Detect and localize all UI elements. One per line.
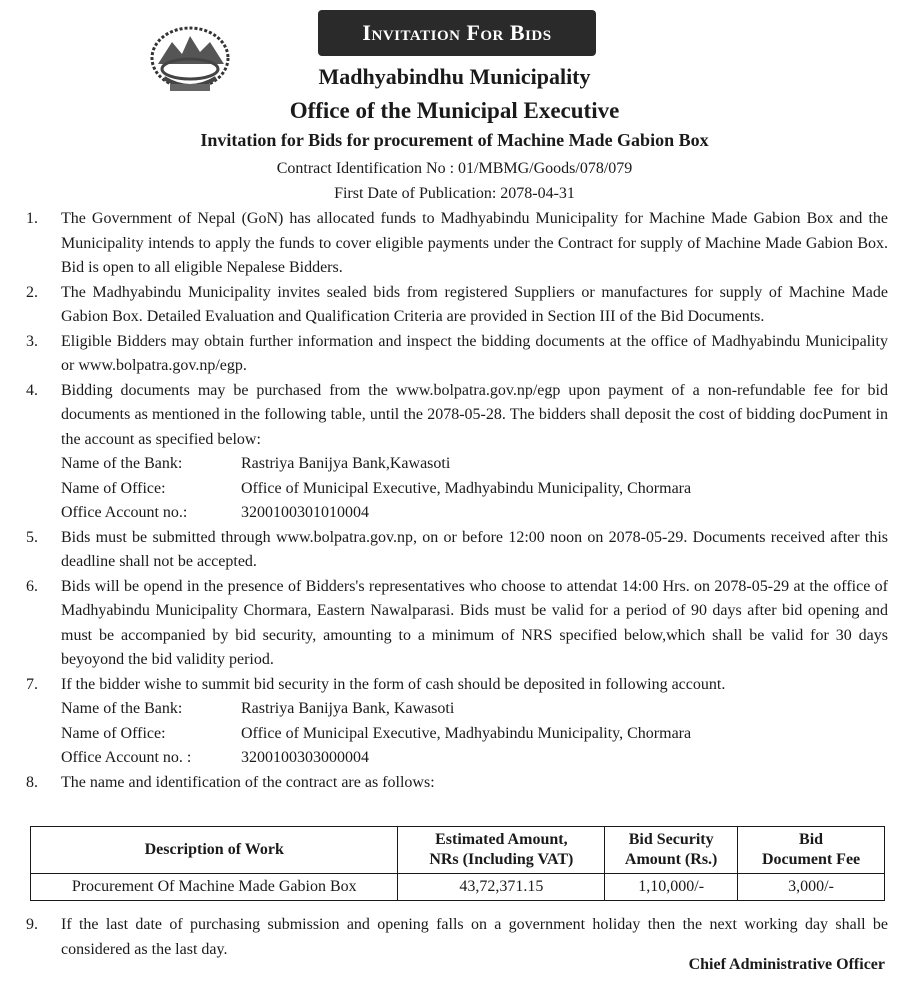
clause-9 <box>26 913 888 962</box>
account-row <box>61 746 888 771</box>
office-row <box>61 477 888 502</box>
clause-1 <box>26 207 888 281</box>
clause-number: 5. <box>26 528 38 546</box>
header-bid-security: Bid Security Amount (Rs.) <box>605 827 738 874</box>
clause-number: 6. <box>26 577 38 595</box>
clause-text: The name and identification of the contract are as follows: <box>61 773 435 791</box>
clause-list-continued <box>26 913 888 962</box>
clause-text: Eligible Bidders may obtain further information and inspect the bidding documents at the office of Madhyabindu Municipality or www.bolpatra.gov.np/egp. <box>61 332 888 374</box>
account-label: Office Account no. : <box>61 749 192 766</box>
clause-4 <box>26 379 888 526</box>
header-document-fee: Bid Document Fee <box>738 827 885 874</box>
clause-5 <box>26 526 888 575</box>
account-label: Office Account no.: <box>61 504 188 521</box>
header-description: Description of Work <box>31 827 398 874</box>
clause-number: 9. <box>26 916 38 933</box>
bank-label: Name of the Bank: <box>61 455 183 472</box>
office-label: Name of Office: <box>61 724 166 742</box>
cell-bid-security: 1,10,000/- <box>605 874 738 901</box>
clause-text: If the last date of purchasing submission and opening falls on a government holiday then the next working day shall be considered as the last day. <box>61 916 888 958</box>
clause-number: 1. <box>26 210 38 227</box>
office-row <box>61 722 888 747</box>
clause-text: If the bidder wishe to summit bid security in the form of cash should be deposited in following account. <box>61 675 726 693</box>
office-value: Office of Municipal Executive, Madhyabindu Municipality, Chormara <box>241 724 692 742</box>
header-estimated-amount: Estimated Amount, NRs (Including VAT) <box>398 827 605 874</box>
clause-number: 2. <box>26 283 38 301</box>
office-title: Office of the Municipal Executive <box>289 98 620 123</box>
clause-text: Bidding documents may be purchased from the www.bolpatra.gov.np/egp upon payment of a non-refundable fee for bid documents as mentioned in the following table, until the 2078-05-28. The bidders shall deposit the cost of bidding docPument in the account as specified below: <box>61 381 888 448</box>
clause-text: Bids must be submitted through www.bolpatra.gov.np, on or before 12:00 noon on 2078-05-29. Documents received after this deadline shall not be accepted. <box>61 528 888 570</box>
clause-text: Bids will be opend in the presence of Bidders's representatives who choose to attendat 14:00 Hrs. on 2078-05-29 at the office of Madhyabindu Municipality Chormara, Eastern Nawalparasi. Bids must be valid for a period of 90 days after bid opening and must be accompanied by bid security, amounting to a minimum of NRS specified below,which shall be valid for 30 days beyoyond the bid validity period. <box>61 577 888 668</box>
clause-number: 3. <box>26 332 38 350</box>
bank-value: Rastriya Banijya Bank,Kawasoti <box>241 455 451 472</box>
cell-document-fee: 3,000/- <box>738 874 885 901</box>
clause-6 <box>26 575 888 673</box>
invitation-title: Invitation for Bids for procurement of Machine Made Gabion Box <box>200 130 709 150</box>
contract-table <box>30 826 885 901</box>
clause-list <box>26 207 888 795</box>
bank-row <box>61 452 888 477</box>
clause-2 <box>26 281 888 330</box>
account-value: 3200100301010004 <box>241 504 369 521</box>
account-value: 3200100303000004 <box>241 749 369 766</box>
clause-text: The Madhyabindu Municipality invites sealed bids from registered Suppliers or manufactures for supply of Machine Made Gabion Box. Detailed Evaluation and Qualification Criteria are provided in Section III of the Bid Documents. <box>61 283 888 325</box>
bank-label: Name of the Bank: <box>61 700 183 717</box>
clause-7 <box>26 673 888 771</box>
clause-text: The Government of Nepal (GoN) has allocated funds to Madhyabindu Municipality for Machine Made Gabion Box and the Municipality intends to apply the funds to cover eligible payments under the Contract for supply of Machine Made Gabion Box. Bid is open to all eligible Nepalese Bidders. <box>61 210 888 276</box>
invitation-banner: Invitation For Bids <box>318 10 596 56</box>
clause-8 <box>26 771 888 796</box>
bank-row <box>61 697 888 722</box>
clause-3 <box>26 330 888 379</box>
office-label: Name of Office: <box>61 479 166 497</box>
office-value: Office of Municipal Executive, Madhyabindu Municipality, Chormara <box>241 479 692 497</box>
table-header-row <box>31 827 885 874</box>
clause-number: 4. <box>26 381 38 399</box>
cell-description: Procurement Of Machine Made Gabion Box <box>31 874 398 901</box>
publication-date: First Date of Publication: 2078-04-31 <box>334 185 575 202</box>
municipality-title: Madhyabindhu Municipality <box>318 64 591 89</box>
cell-estimated-amount: 43,72,371.15 <box>398 874 605 901</box>
clause-number: 8. <box>26 773 38 791</box>
contract-id: Contract Identification No : 01/MBMG/Goods/078/079 <box>276 160 633 177</box>
table-row <box>31 874 885 901</box>
clause-number: 7. <box>26 675 38 693</box>
signature: Chief Administrative Officer <box>688 956 885 973</box>
bank-value: Rastriya Banijya Bank, Kawasoti <box>241 700 455 717</box>
account-row <box>61 501 888 526</box>
